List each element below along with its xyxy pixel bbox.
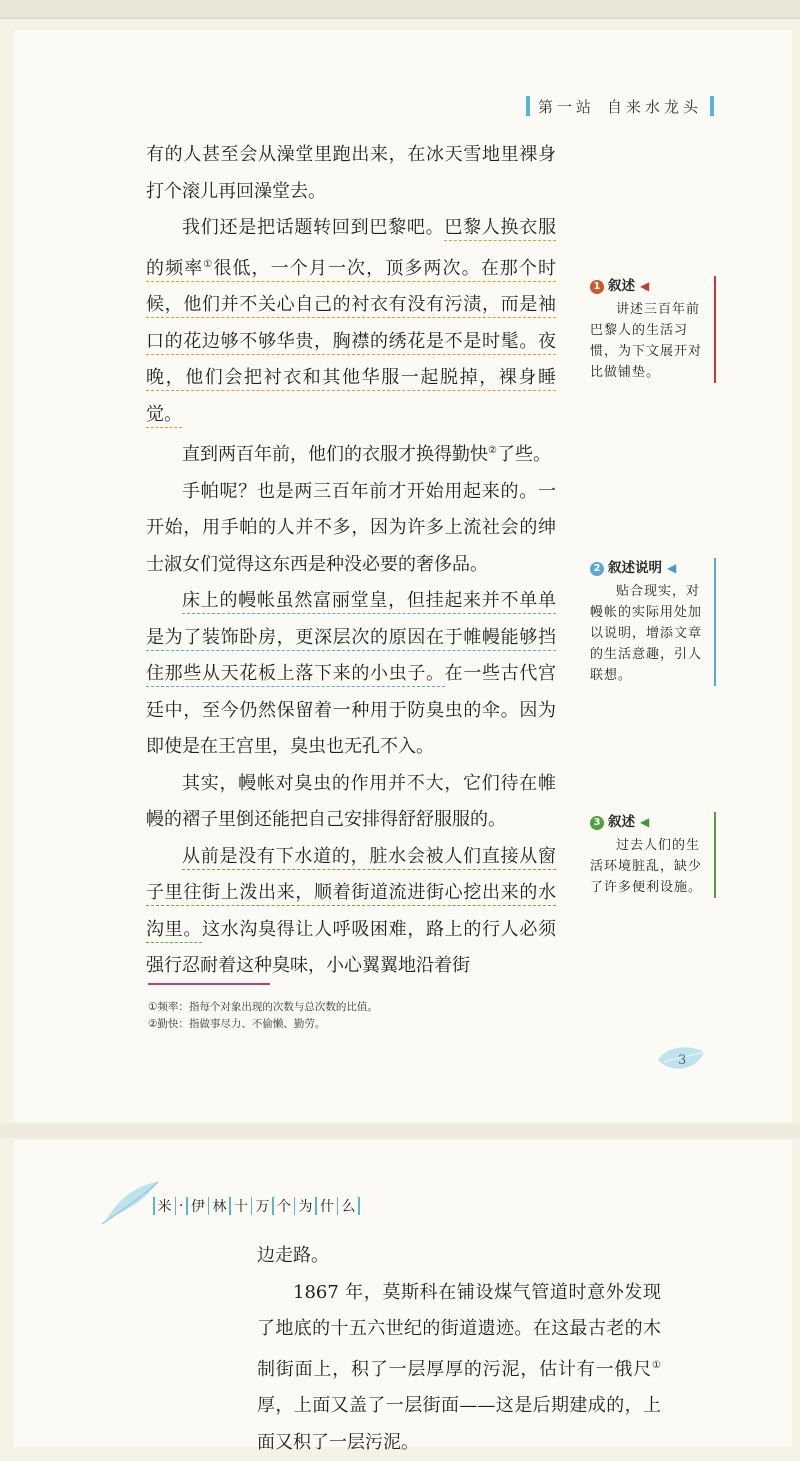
- running-head-title: 自来水龙头: [607, 96, 702, 117]
- previous-page-edge: [0, 0, 800, 19]
- footnote-2: ②勤快：指做事尽力、不偷懒、勤劳。: [148, 1016, 378, 1033]
- footnote-1: ①频率：指每个对象出现的次数与总次数的比值。: [148, 999, 378, 1016]
- footnotes: [148, 999, 378, 1033]
- running-head-section: 第一站: [538, 96, 595, 117]
- paragraph-moscow: 1867 年，莫斯科在铺设煤气管道时意外发现了地底的十五六世纪的街道遗迹。在这最古老的木制街面上，积了一层厚厚的污泥，估计有一俄尺①厚，上面又盖了一层街面——这是后期建成的，上面又积了一层污泥。: [257, 1275, 661, 1461]
- note-text: 讲述三百年前巴黎人的生活习惯，为下文展开对比做铺垫。: [590, 299, 708, 383]
- annotated-text-3: 从前是没有下水道的，脏水会被人们直接从窗子里往街上泼出来，顺着街道流进街心挖出来的水沟里。: [146, 846, 556, 943]
- annotated-text-1: 巴黎人换衣服的频率①很低，一个月一次，顶多两次。在那个时候，他们并不关心自己的衬衣有没有污渍，而是袖口的花边够不够华贵，胸襟的绣花是不是时髦。夜晚，他们会把衬衣和其他华服一起脱掉，裸身睡觉。: [146, 217, 556, 428]
- note-number-badge: 2: [590, 562, 604, 576]
- paragraph-5: 床上的幔帐虽然富丽堂皇，但挂起来并不单单是为了装饰卧房，更深层次的原因在于帷幔能够挡住那些从天花板上落下来的小虫子。在一些古代宫廷中，至今仍然保留着一种用于防臭虫的伞。因为即使是在王宫里，臭虫也无孔不入。: [146, 583, 556, 766]
- page-gap: [0, 1124, 800, 1138]
- note-text: 过去人们的生活环境脏乱，缺少了许多便利设施。: [590, 835, 708, 898]
- paragraph-7: 从前是没有下水道的，脏水会被人们直接从窗子里往街上泼出来，顺着街道流进街心挖出来的水沟里。这水沟臭得让人呼吸困难，路上的行人必须强行忍耐着这种臭味，小心翼翼地沿着街: [146, 839, 556, 985]
- triangle-left-icon: ◀: [640, 276, 649, 297]
- paragraph-4: 手帕呢？也是两三百年前才开始用起来的。一开始，用手帕的人并不多，因为许多上流社会的绅士淑女们觉得这东西是种没必要的奢侈品。: [146, 474, 556, 584]
- footnote-ref-1[interactable]: ①: [203, 259, 213, 270]
- paragraph-6: 其实，幔帐对臭虫的作用并不大，它们待在帷幔的褶子里倒还能把自己安排得舒舒服服的。: [146, 766, 556, 839]
- footnote-ref-2[interactable]: ②: [488, 445, 497, 456]
- paragraph-2: 我们还是把话题转回到巴黎吧。巴黎人换衣服的频率①很低，一个月一次，顶多两次。在那个时候，他们并不关心自己的衬衣有没有污渍，而是袖口的花边够不够华贵，胸襟的绣花是不是时髦。夜晚，他们会把衬衣和其他华服一起脱掉，裸身睡觉。: [146, 210, 556, 433]
- triangle-left-icon: ◀: [640, 812, 649, 833]
- page-number-leaf-icon: [654, 1038, 708, 1078]
- footnote-ref-3[interactable]: ①: [652, 1360, 661, 1371]
- running-head-bar-left: [526, 96, 530, 116]
- footnote-divider: [148, 983, 270, 985]
- note-text: 贴合现实，对幔帐的实际用处加以说明，增添文章的生活意趣，引人联想。: [590, 581, 708, 686]
- note-number-badge: 1: [590, 280, 604, 294]
- main-text: [146, 137, 556, 985]
- margin-note-3: 3 叙述 ◀ 过去人们的生活环境脏乱，缺少了许多便利设施。: [590, 812, 716, 898]
- annotated-text-2: 床上的幔帐虽然富丽堂皇，但挂起来并不单单是为了装饰卧房，更深层次的原因在于帷幔能够挡住那些从天花板上落下来的小虫子。: [146, 590, 556, 687]
- page-number: 3: [678, 1053, 686, 1068]
- margin-note-2: 2 叙述说明 ◀ 贴合现实，对幔帐的实际用处加以说明，增添文章的生活意趣，引人联想。: [590, 558, 716, 686]
- margin-note-1: 1 叙述 ◀ 讲述三百年前巴黎人的生活习惯，为下文展开对比做铺垫。: [590, 276, 716, 383]
- triangle-left-icon: ◀: [667, 558, 676, 579]
- series-title: 米 · 伊 林 十 万 个 为 什 么: [150, 1196, 363, 1216]
- running-head-bar-right: [710, 96, 714, 116]
- note-number-badge: 3: [590, 816, 604, 830]
- paragraph-1: 有的人甚至会从澡堂里跑出来，在冰天雪地里裸身打个滚儿再回澡堂去。: [146, 137, 556, 210]
- paragraph-3: 直到两百年前，他们的衣服才换得勤快②了些。: [146, 433, 556, 474]
- running-head: [518, 94, 714, 118]
- paragraph-continued: 边走路。: [257, 1238, 661, 1275]
- page-4-text: [257, 1238, 661, 1461]
